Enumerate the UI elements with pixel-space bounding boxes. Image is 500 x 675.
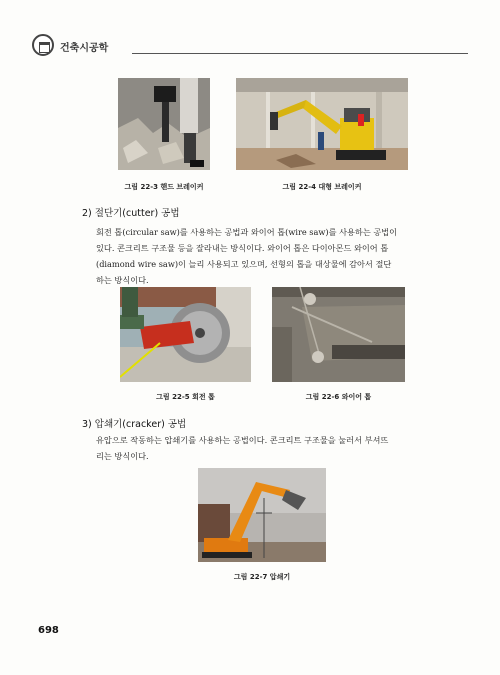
header-rule [132,53,468,54]
body-line: 하는 방식이다. [96,275,149,285]
section-heading-cutter: 2) 절단기(cutter) 공법 [82,208,180,219]
body-line: (diamond wire saw)이 늘리 사용되고 있으며, 선형의 톱을 대상물에 감아서 절단 [96,259,392,269]
figure-circular-saw-photo [120,287,251,382]
header-title: 건축시공학 [60,43,109,54]
figure-wire-saw-photo [272,287,405,382]
page-number: 698 [38,625,59,636]
section-body-cutter [96,224,410,288]
body-line: 회전 톱(circular saw)를 사용하는 공법과 와이어 톱(wire saw)를 사용하는 공법이 [96,227,398,237]
book-logo-icon [32,34,54,56]
running-header [32,34,468,60]
body-line: 리는 방식이다. [96,451,149,461]
section-body-cracker [96,432,410,464]
figure-caption-22-6: 그림 22-6 와이어 톱 [305,393,372,401]
body-line: 있다. 콘크리트 구조물 등을 잘라내는 방식이다. 와이어 톱은 다이아몬드 와이어 톱 [96,243,389,253]
figure-caption-22-3: 그림 22-3 핸드 브레이커 [124,183,204,191]
figure-cracker-photo [198,468,326,562]
figure-caption-22-7: 그림 22-7 압쇄기 [233,573,291,581]
figure-large-breaker-photo [236,78,408,170]
section-heading-cracker: 3) 압쇄기(cracker) 공법 [82,419,187,430]
figure-caption-22-5: 그림 22-5 회전 톱 [156,393,215,401]
body-line: 유압으로 작동하는 압쇄기를 사용하는 공법이다. 콘크리트 구조물을 눌러서 부셔뜨 [96,435,389,445]
figure-caption-22-4: 그림 22-4 대형 브레이커 [282,183,362,191]
figure-hand-breaker-photo [118,78,210,170]
